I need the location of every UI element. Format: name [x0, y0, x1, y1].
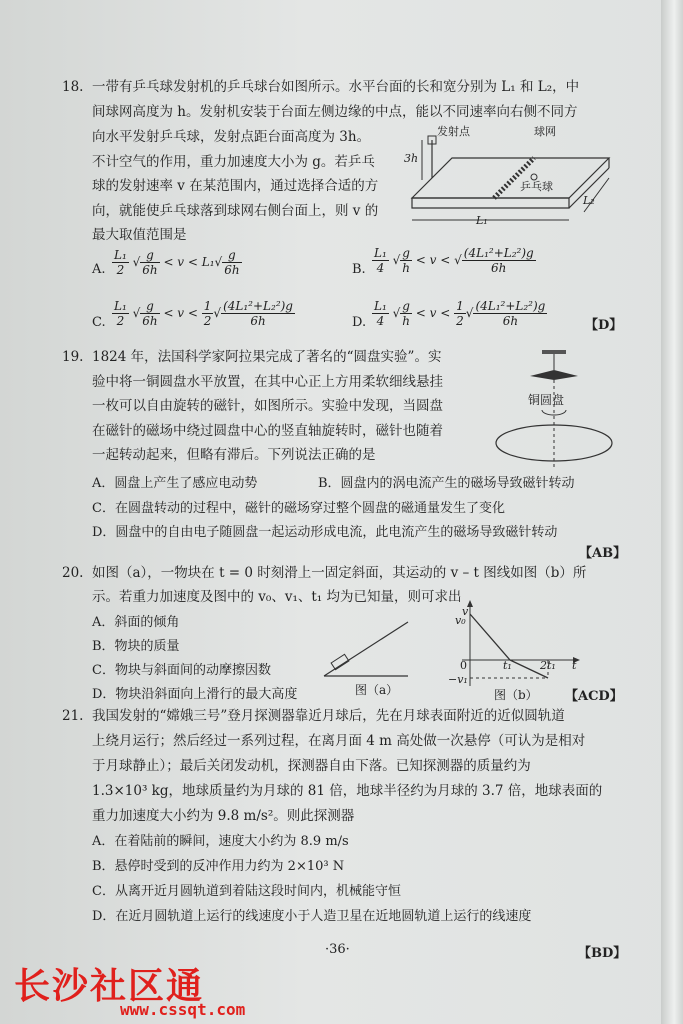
q20-option-d: D．物块沿斜面向上滑行的最大高度: [92, 687, 298, 702]
q21-line-1: 我国发射的“嫦娥三号”登月探测器靠近月球后，先在月球表面附近的近似圆轨道: [92, 708, 565, 724]
q18-option-a-label: A.: [92, 262, 106, 277]
q20-fig-a-caption: 图（a）: [355, 683, 399, 697]
q18-line-6: 向，就能使乒乓球落到球网右侧台面上，则 v 的: [92, 203, 379, 219]
q19-fig-disk-label: 铜圆盘: [528, 393, 565, 407]
q18-fig-L2-label: L₂: [583, 194, 595, 207]
q20-fig-2t1-label: 2t₁: [540, 659, 556, 672]
q18-option-b-formula: $\frac{\text{L₁}}{4}$ √ $\frac{g}{h}$ < v < √ $\frac{\text{(4L₁²+L₂²)g}}{6h}$: [374, 246, 534, 275]
q18-line-5: 球的发射速率 v 在某范围内，通过选择合适的方: [92, 178, 379, 194]
q18-number: 18.: [62, 79, 84, 95]
q20-option-c: C．物块与斜面间的动摩擦因数: [92, 663, 271, 678]
q18-option-d-formula: $\frac{\text{L₁}}{4}$ √ $\frac{g}{h}$ < v < $\frac{1}{2}$ √ $\frac{\text{(4L₁²+L₂²)g}}{6h}$: [374, 299, 546, 328]
q20-answer: 【ACD】: [565, 689, 623, 704]
q20-fig-t-label: t: [572, 659, 577, 672]
q19-line-3: 一枚可以自由旋转的磁针，如图所示。实验中发现，当圆盘: [92, 398, 443, 414]
q19-line-1: 1824 年，法国科学家阿拉果完成了著名的“圆盘实验”。实: [92, 349, 442, 365]
q18-option-a-formula: $\frac{\text{L₁}}{2}$ √ $\frac{g}{6h}$ < v < L₁√ $\frac{g}{6h}$: [114, 248, 240, 277]
q21-line-3: 于月球静止）；最后关闭发动机，探测器自由下落。已知探测器的质量约为: [92, 758, 531, 774]
q18-table-figure: [404, 120, 614, 235]
q20-fig-minus-v1-label: −v₁: [448, 673, 468, 686]
q21-line-4: 1.3×10³ kg，地球质量约为月球的 81 倍，地球半径约为月球的 3.7 倍，地球表面的: [92, 783, 603, 799]
q21-line-2: 上绕月运行；然后经过一系列过程，在离月面 4 m 高处做一次悬停（可认为是相对: [92, 733, 586, 749]
q18-fig-L1-label: L₁: [476, 214, 488, 227]
q20-option-a: A．斜面的倾角: [92, 615, 180, 630]
q20-number: 20.: [62, 565, 84, 581]
q18-line-1: 一带有乒乓球发射机的乒乓球台如图所示。水平台面的长和宽分别为 L₁ 和 L₂，中: [92, 79, 580, 95]
q21-option-b: B．悬停时受到的反冲作用力约为 2×10³ N: [92, 859, 345, 874]
q19-line-4: 在磁针的磁场中绕过圆盘中心的竖直轴旋转时，磁针也随着: [92, 423, 443, 439]
q18-option-b-label: B.: [352, 262, 366, 277]
q18-option-d-label: D.: [352, 315, 367, 330]
page-number: ·36·: [325, 942, 350, 957]
q19-option-c: C．在圆盘转动的过程中，磁针的磁场穿过整个圆盘的磁通量发生了变化: [92, 501, 505, 516]
q18-fig-launch-label: 发射点: [437, 125, 470, 138]
q20-fig-v0-label: v₀: [455, 614, 466, 627]
q18-line-7: 最大取值范围是: [92, 227, 187, 243]
q18-line-2: 间球网高度为 h。发射机安装于台面左侧边缘的中点，能以不同速率向右侧不同方: [92, 104, 578, 120]
q21-line-5: 重力加速度大小约为 9.8 m/s²。则此探测器: [92, 808, 355, 824]
q19-line-5: 一起转动起来，但略有滞后。下列说法正确的是: [92, 447, 376, 463]
q20-slope-figure: [320, 618, 412, 680]
watermark-logo: 长沙社区通: [14, 966, 205, 1007]
q20-fig-b-caption: 图（b）: [494, 688, 538, 702]
q18-line-4: 不计空气的作用，重力加速度大小为 g。若乒乓: [92, 154, 375, 170]
q20-fig-v-label: v: [462, 605, 469, 618]
q19-option-a: A．圆盘上产生了感应电动势: [92, 476, 258, 491]
q21-answer: 【BD】: [578, 946, 627, 961]
q20-line-2: 示。若重力加速度及图中的 v₀、v₁、t₁ 均为已知量，则可求出: [92, 589, 462, 605]
q19-option-b: B．圆盘内的涡电流产生的磁场导致磁针转动: [318, 476, 575, 491]
q20-vt-graph: [452, 598, 582, 690]
q19-number: 19.: [62, 349, 84, 365]
q21-option-d: D．在近月圆轨道上运行的线速度小于人造卫星在近地圆轨道上运行的线速度: [92, 909, 532, 924]
q20-option-b: B．物块的质量: [92, 639, 180, 654]
book-spine: [661, 0, 683, 1024]
q19-option-d: D．圆盘中的自由电子随圆盘一起运动形成电流，此电流产生的磁场导致磁针转动: [92, 525, 558, 540]
q19-answer: 【AB】: [579, 546, 627, 561]
q18-fig-3h-label: 3h: [404, 152, 419, 165]
q18-option-c-formula: $\frac{\text{L₁}}{2}$ √ $\frac{g}{6h}$ < v < $\frac{1}{2}$ √ $\frac{\text{(4L₁²+L₂²)g}}{6h}$: [114, 299, 293, 328]
q21-option-c: C．从离开近月圆轨道到着陆这段时间内，机械能守恒: [92, 884, 401, 899]
q18-fig-net-label: 球网: [534, 125, 556, 138]
watermark-url: www.cssqt.com: [120, 1000, 246, 1019]
q21-option-a: A．在着陆前的瞬间，速度大小约为 8.9 m/s: [92, 834, 349, 849]
q20-fig-origin-label: 0: [460, 659, 467, 672]
q18-option-c-label: C.: [92, 315, 106, 330]
q20-line-1: 如图（a），一物块在 t = 0 时刻滑上一固定斜面，其运动的 v – t 图线如图（b）所: [92, 565, 587, 581]
q21-number: 21.: [62, 708, 84, 724]
q18-fig-ball-label: 乒乓球: [520, 180, 553, 193]
q18-answer: 【D】: [585, 318, 623, 333]
q20-fig-t1-label: t₁: [503, 659, 512, 672]
q19-line-2: 验中将一铜圆盘水平放置，在其中心正上方用柔软细线悬挂: [92, 374, 443, 390]
q18-line-3: 向水平发射乒乓球，发射点距台面高度为 3h。: [92, 129, 371, 145]
